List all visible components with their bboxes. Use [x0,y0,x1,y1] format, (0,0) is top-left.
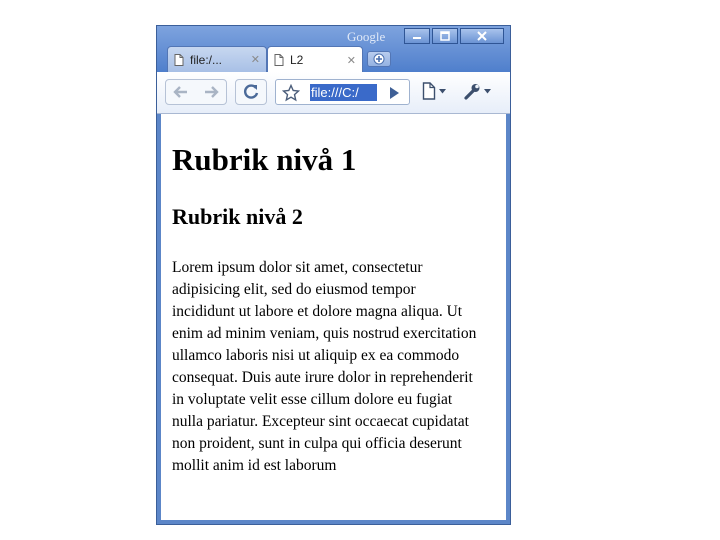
tab-title: L2 [290,53,304,67]
title-bar[interactable] [157,26,510,72]
close-window-button[interactable] [460,28,504,44]
forward-arrow-icon[interactable] [201,84,221,100]
chevron-down-icon [484,89,491,94]
browser-window [156,25,511,525]
page-heading-1: Rubrik nivå 1 [172,142,357,177]
paragraph-line: adipisicing elit, sed do eiusmod tempor [172,281,416,298]
paragraph-line: Lorem ipsum dolor sit amet, consectetur [172,259,423,276]
page-menu-button[interactable] [422,82,446,100]
paragraph-line: nulla pariatur. Excepteur sint occaecat cupidatat [172,413,469,430]
paragraph-line: mollit anim id est laborum [172,457,337,474]
chevron-down-icon [439,89,446,94]
reload-button[interactable] [235,79,267,105]
maximize-icon [439,31,451,41]
paragraph-line: ullamco laboris nisi ut aliquip ex ea commodo [172,347,460,364]
paragraph-line: consequat. Duis aute irure dolor in reprehenderit [172,369,473,386]
page-menu-icon [422,82,436,100]
address-bar[interactable] [275,79,410,105]
paragraph-line: enim ad minim veniam, quis nostrud exercitation [172,325,477,342]
tab-close-icon[interactable]: ✕ [346,54,356,67]
new-tab-button[interactable] [367,51,391,67]
reload-icon [242,83,260,101]
paragraph-line: non proident, sunt in culpa qui officia deserunt [172,435,462,452]
page-heading-2: Rubrik nivå 2 [172,204,303,229]
paragraph-line: incididunt ut labore et dolore magna aliqua. Ut [172,303,463,320]
nav-buttons [165,79,227,105]
wrench-menu-button[interactable] [463,82,491,100]
url-text[interactable]: file:///C:/ [310,84,377,101]
tab-file[interactable] [167,46,267,72]
bookmark-star-icon[interactable] [282,84,300,102]
tab-title: file:/... [190,52,223,67]
page-icon [174,54,184,66]
paragraph-line: in voluptate velit esse cillum dolore eu fugiat [172,391,453,408]
maximize-button[interactable] [432,28,458,44]
wrench-menu-icon [463,82,481,100]
close-icon [476,31,488,41]
back-arrow-icon[interactable] [171,84,191,100]
minimize-button[interactable] [404,28,430,44]
tab-close-icon[interactable]: ✕ [250,54,260,66]
minimize-icon [411,31,423,41]
lorem-paragraph [172,257,502,477]
toolbar [157,72,510,114]
google-brand-label: Google [347,29,386,44]
window-controls [402,28,504,44]
tab-l2[interactable] [267,46,363,73]
page-icon [274,54,284,66]
plus-icon [373,53,385,65]
page-content [161,114,506,520]
go-arrow-icon[interactable] [388,86,400,100]
